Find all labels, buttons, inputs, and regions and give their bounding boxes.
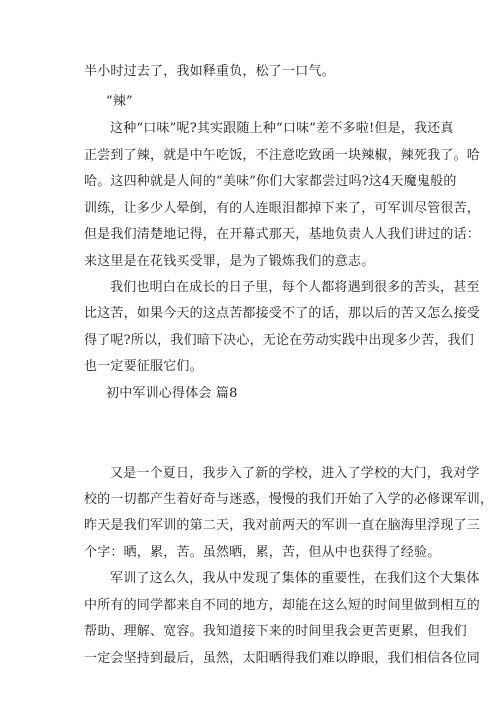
text-line: 训练，让多少人晕倒，有的人连眼泪都掉下来了，可军训尽管很苦，	[84, 201, 481, 216]
text-line: 中所有的同学都来自不同的地方，却能在这么短的时间里做到相互的	[84, 598, 481, 613]
text-line: 个字：晒，累，苦。虽然晒，累，苦，但从中也获得了经验。	[84, 545, 441, 560]
text-line: 比这苦，如果今天的这点苦都接受不了的话，那以后的苦又怎么接受	[84, 306, 481, 321]
text-line: 半小时过去了，我如释重负，松了一口气。	[84, 64, 335, 79]
text-line: 也一定要征服它们。	[84, 359, 203, 374]
text-line: 军训了这么久，我从中发现了集体的重要性，在我们这个大集体	[110, 571, 480, 586]
text-line: 又是一个夏日，我步入了新的学校，进入了学校的大门，我对学	[110, 466, 480, 481]
text-line: 但是我们清楚地记得，在开幕式那天，基地负责人人我们讲过的话：	[84, 227, 481, 242]
text-line: 来这里是在花钱买受罪，是为了锻炼我们的意志。	[84, 254, 375, 269]
text-line: 校的一切都产生着好奇与迷惑，慢慢的我们开始了入学的必修课军训，	[84, 492, 494, 507]
text-line: 昨天是我们军训的第二天，我对前两天的军训一直在脑海里浮现了三	[84, 518, 481, 533]
text-line: 哈。这四种就是人间的“美味”你们大家都尝过吗?这4天魔鬼般的	[84, 174, 457, 189]
text-line: 正尝到了辣，就是中午吃饭，不注意吃致函一块辣椒，辣死我了。哈	[84, 148, 481, 163]
text-line: 得了呢?所以，我们暗下决心，无论在劳动实践中出现多少苦，我们	[84, 333, 474, 348]
text-line: 这种“口味”呢?其实跟随上种“口味”差不多啦!但是，我还真	[110, 121, 454, 136]
section-heading: 初中军训心得体会 篇8	[106, 386, 238, 401]
text-line: 我们也明白在成长的日子里，每个人都将遇到很多的苦头，甚至	[110, 280, 480, 295]
text-line: 一定会坚持到最后，虽然，太阳晒得我们难以睁眼，我们相信各位同	[84, 651, 481, 666]
section-subheading: “辣”	[106, 94, 133, 109]
text-line: 帮助、理解、宽容。我知道接下来的时间里我会更苦更累，但我们	[84, 624, 467, 639]
